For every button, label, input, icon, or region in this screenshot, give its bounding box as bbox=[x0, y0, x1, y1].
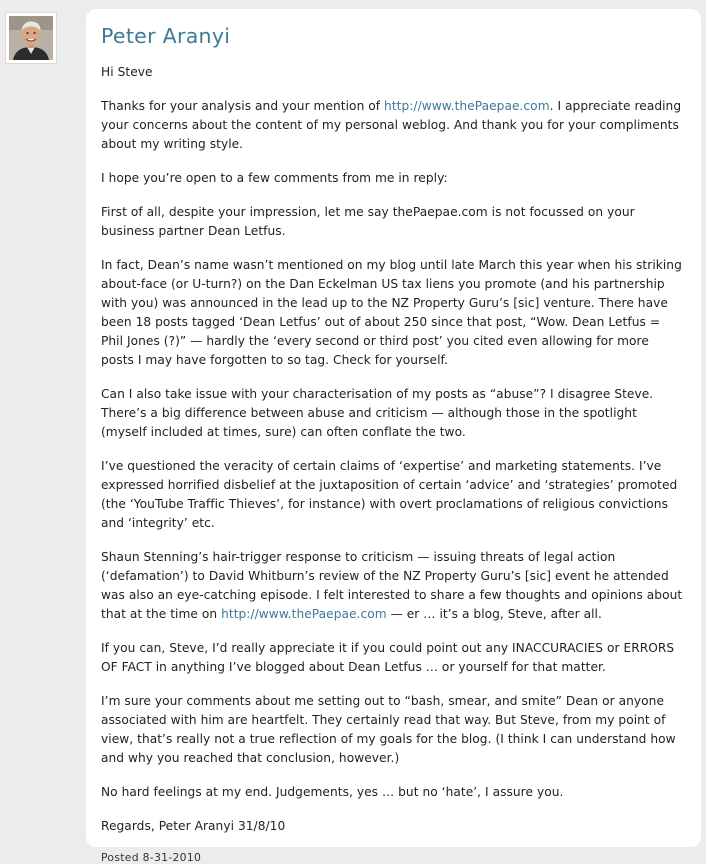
paragraph-text: . I appreciate reading your concerns about the content of my personal weblog. And thank you for your compliments about my writing style. bbox=[101, 99, 682, 151]
paragraph-text: — er … it’s a blog, Steve, after all. bbox=[386, 607, 602, 621]
paragraph-text: Thanks for your analysis and your mention of bbox=[101, 99, 385, 113]
comment-greeting: Hi Steve bbox=[101, 65, 153, 79]
comment-author[interactable]: Peter Aranyi bbox=[101, 24, 231, 48]
comment-body bbox=[101, 63, 685, 836]
comment-paragraph-9: I’m sure your comments about me setting out to “bash, smear, and smite” Dean or anyone associated with him are heartfelt. They certainly read that way. But Steve, from my point of view, that’s really not a true reflection of my goals for the blog. (I think I can understand how and why you reached that conclusion, however.) bbox=[101, 694, 676, 765]
avatar[interactable] bbox=[5, 12, 57, 64]
comment-paragraph-10: No hard feelings at my end. Judgements, yes … but no ‘hate’, I assure you. bbox=[101, 785, 564, 799]
paragraph-text: Shaun Stenning’s hair-trigger response to criticism — issuing threats of legal action (‘defamation’) to David Whitburn’s review of the NZ Property Guru’s [sic] event he attended was also an eye-catching episode. I felt interested to share a few thoughts and opinions about that at the time on bbox=[101, 550, 683, 621]
thepaepae-link[interactable]: http://www.thePaepae.com bbox=[221, 607, 387, 621]
comment-paragraph-2: I hope you’re open to a few comments from me in reply: bbox=[101, 171, 448, 185]
comment-paragraph-5: Can I also take issue with your characterisation of my posts as “abuse”? I disagree Steve. There’s a big difference between abuse and criticism — although those in the spotlight (myself included at times, sure) can often conflate the two. bbox=[101, 387, 654, 439]
comment-paragraph-8: If you can, Steve, I’d really appreciate it if you could point out any INACCURACIES or ERRORS OF FACT in anything I’ve blogged about Dean Letfus … or yourself for that matter. bbox=[101, 641, 675, 674]
comment-paragraph-7 bbox=[101, 548, 685, 624]
comment-paragraph-1 bbox=[101, 97, 685, 154]
comment-card bbox=[86, 9, 701, 864]
user-photo-avatar-icon bbox=[9, 16, 53, 60]
posted-date: Posted 8-31-2010 bbox=[101, 851, 202, 864]
comment-signoff: Regards, Peter Aranyi 31/8/10 bbox=[101, 819, 286, 833]
comment-paragraph-6: I’ve questioned the veracity of certain claims of ‘expertise’ and marketing statements. I’ve expressed horrified disbelief at the juxtaposition of certain ‘advice’ and ‘strategies’ promoted (the ‘YouTube Traffic Thieves’, for instance) with overt proclamations of religious convictions and ‘integrity’ etc. bbox=[101, 459, 678, 530]
comment-paragraph-4: In fact, Dean’s name wasn’t mentioned on my blog until late March this year when his striking about-face (or U-turn?) on the Dan Eckelman US tax liens you promote (and his partnership with you) was announced in the lead up to the NZ Property Guru’s [sic] venture. There have been 18 posts tagged ‘Dean Letfus’ out of about 250 since that post, “Wow. Dean Letfus = Phil Jones (?)” — hardly the ‘every second or third post’ you cited even allowing for more posts I may have forgotten to so tag. Check for yourself. bbox=[101, 258, 682, 367]
comment-paragraph-3: First of all, despite your impression, let me say thePaepae.com is not focussed on your business partner Dean Letfus. bbox=[101, 205, 635, 238]
thepaepae-link[interactable]: http://www.thePaepae.com bbox=[384, 99, 550, 113]
